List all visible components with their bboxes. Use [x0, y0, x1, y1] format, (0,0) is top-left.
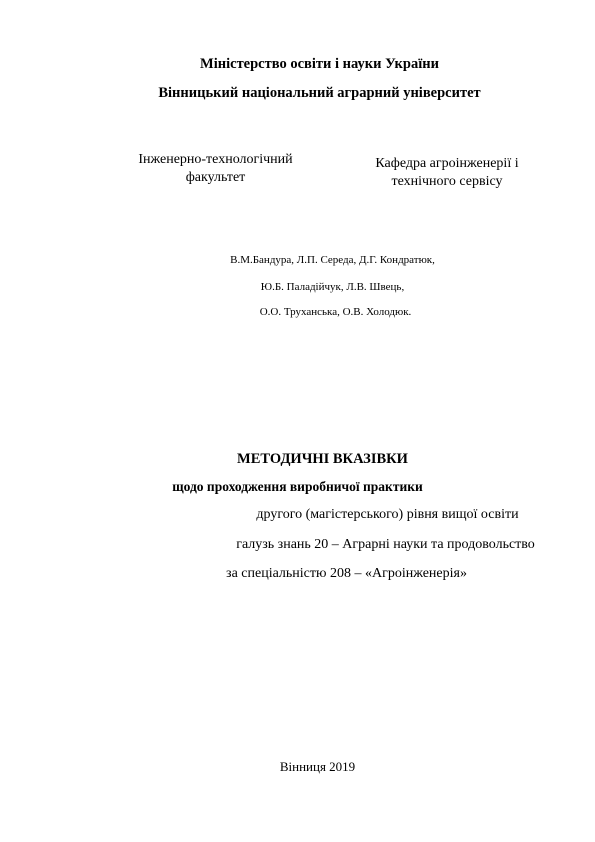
faculty-block: [118, 151, 313, 187]
document-title: МЕТОДИЧНІ ВКАЗІВКИ: [237, 451, 408, 467]
ministry-heading: Міністерство освіти і науки України: [200, 56, 439, 72]
place-year: Вінниця 2019: [279, 759, 356, 774]
university-heading: Вінницький національний аграрний університет: [158, 85, 481, 101]
knowledge-field: галузь знань 20 – Аграрні науки та продовольство: [236, 537, 535, 552]
authors-line-1: В.М.Бандура, Л.П. Середа, Д.Г. Кондратюк,: [230, 254, 435, 266]
education-level: другого (магістерського) рівня вищої освіти: [256, 507, 519, 522]
document-subtitle: щодо проходження виробничої практики: [172, 479, 423, 494]
authors-line-3: О.О. Труханська, О.В. Холодюк.: [259, 306, 412, 318]
faculty-line-2: факультет: [185, 170, 246, 185]
department-line-1: Кафедра агроінженерії і: [375, 156, 519, 171]
authors-line-2: Ю.Б. Паладійчук, Л.В. Швець,: [260, 281, 405, 293]
specialty: за спеціальністю 208 – «Агроінженерія»: [226, 566, 467, 581]
faculty-line-1: Інженерно-технологічний: [138, 152, 293, 167]
department-line-2: технічного сервісу: [391, 174, 503, 189]
department-block: [352, 155, 542, 191]
